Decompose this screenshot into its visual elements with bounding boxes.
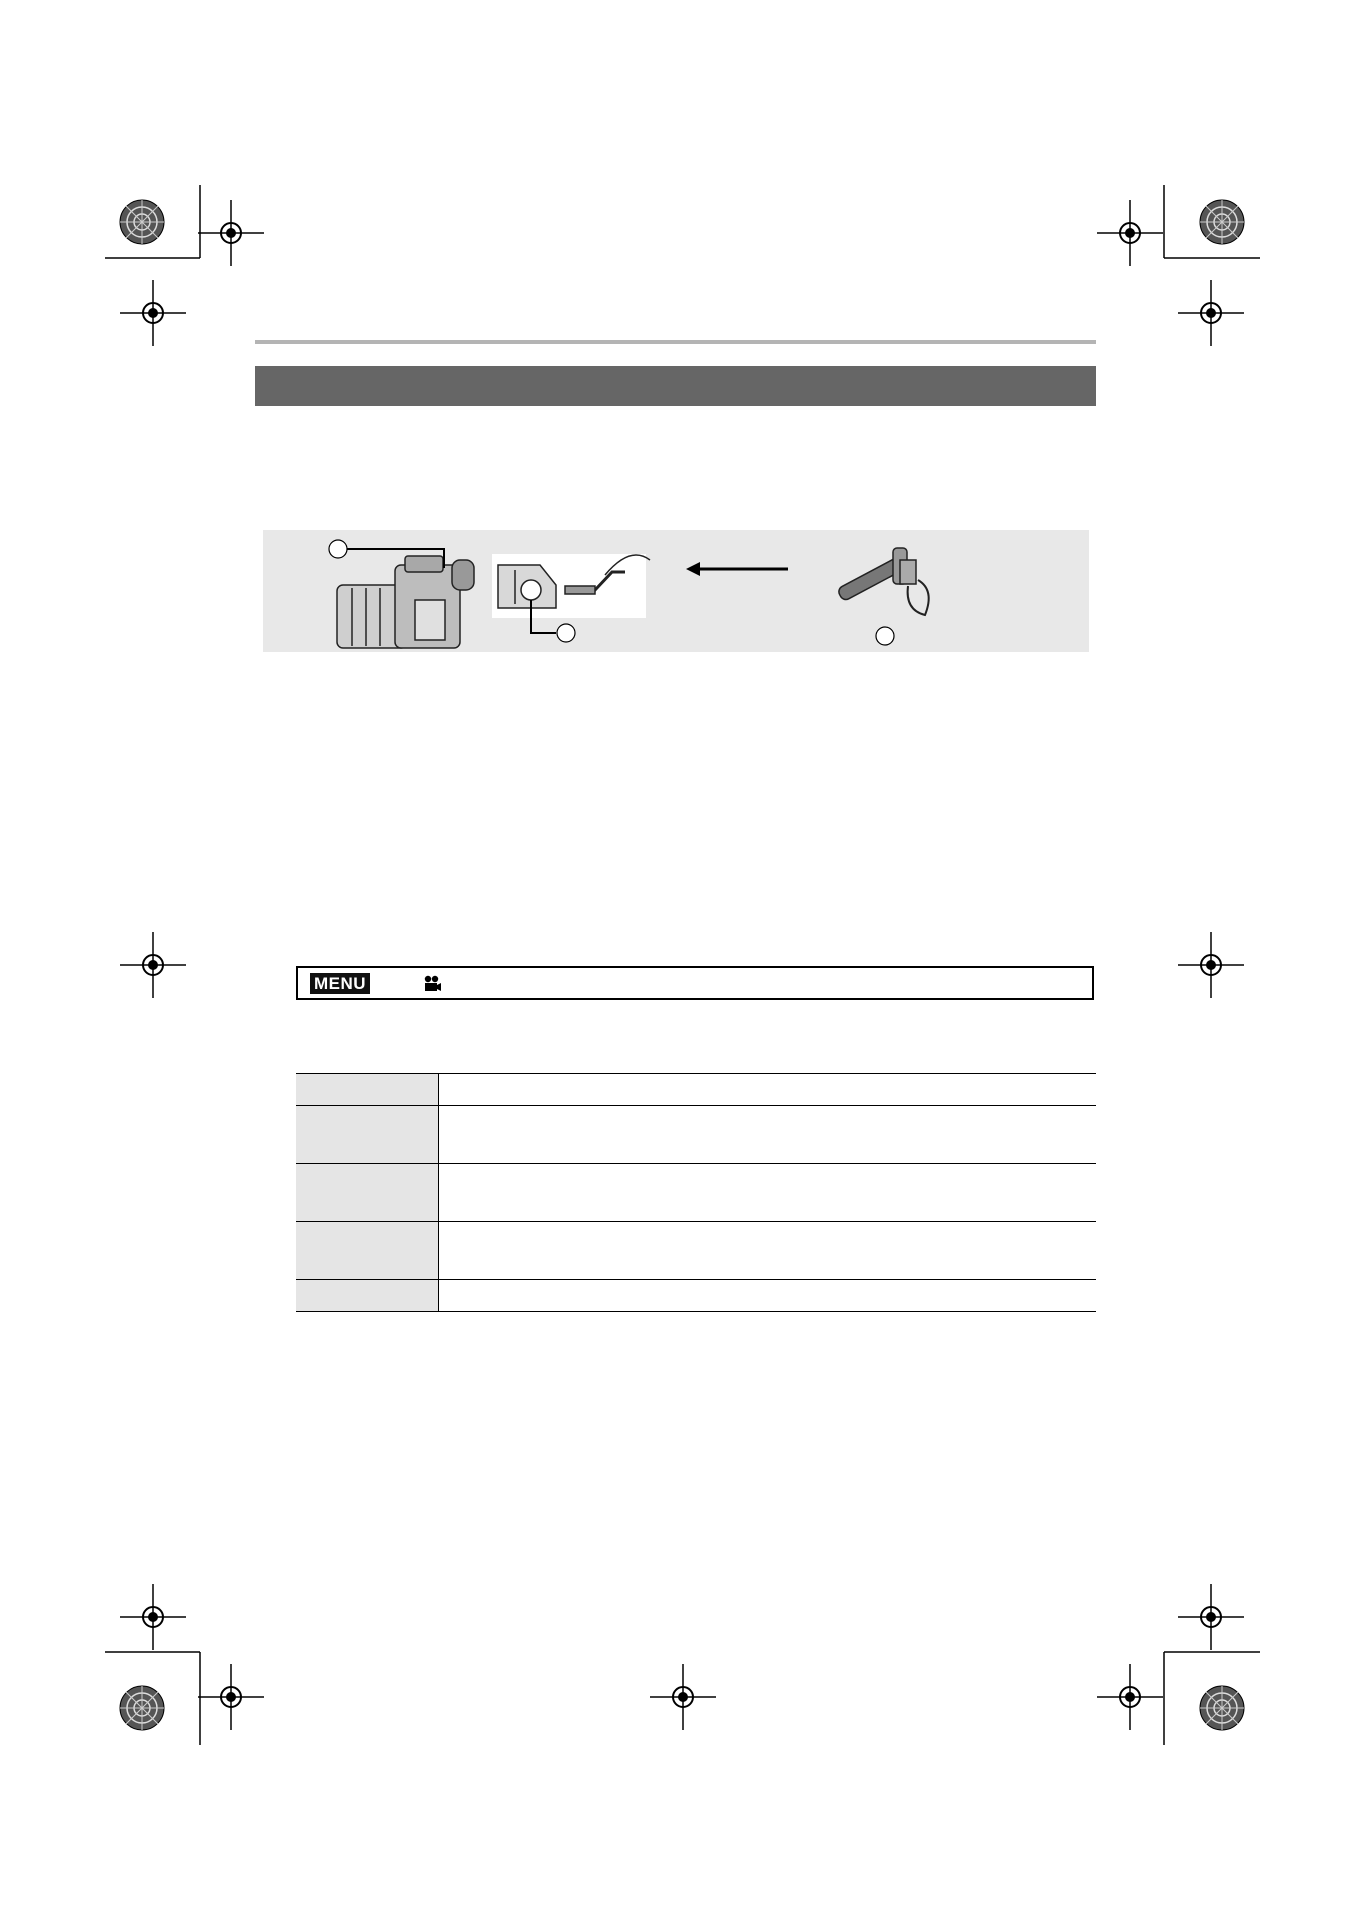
- callout-c: [876, 627, 894, 645]
- option-cell: [296, 1164, 439, 1222]
- menu-chip: MENU: [310, 973, 370, 994]
- description-cell: [439, 1222, 1097, 1280]
- description-cell: [439, 1106, 1097, 1164]
- description-cell: [439, 1164, 1097, 1222]
- option-cell: [296, 1280, 439, 1312]
- table-row: [296, 1106, 1096, 1164]
- movie-camera-icon: [422, 974, 442, 994]
- menu-path-bar: [296, 966, 1094, 1000]
- settings-table: [296, 1073, 1096, 1312]
- option-cell: [296, 1222, 439, 1280]
- table-row: [296, 1164, 1096, 1222]
- camera-body-icon: [337, 556, 474, 648]
- table-row: [296, 1280, 1096, 1312]
- table-row: [296, 1074, 1096, 1106]
- description-cell: [439, 1074, 1097, 1106]
- stereo-microphone-icon: [837, 548, 929, 615]
- table-row: [296, 1222, 1096, 1280]
- option-cell: [296, 1074, 439, 1106]
- mic-socket-icon: [498, 555, 650, 608]
- option-cell: [296, 1106, 439, 1164]
- arrow-left-icon: [686, 562, 788, 576]
- description-cell: [439, 1280, 1097, 1312]
